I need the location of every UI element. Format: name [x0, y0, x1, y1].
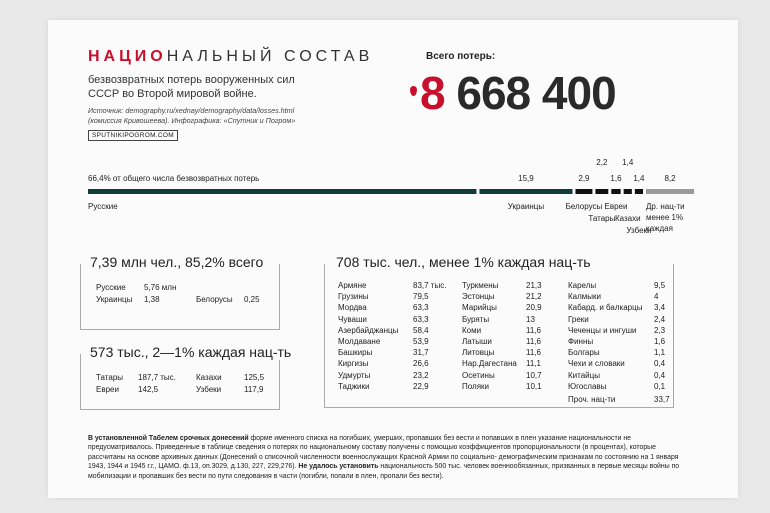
bar-value-label: 1,6	[610, 174, 622, 183]
box-minor-value: 11,6	[526, 348, 541, 358]
box-major-title: 7,39 млн чел., 85,2% всего	[86, 254, 267, 270]
box-minor-value: 21,2	[526, 292, 542, 302]
site-badge: SPUTNIKIPOGROM.COM	[88, 130, 178, 141]
box-minor-name: Нар.Дагестана	[462, 359, 517, 369]
box-minor-name: Армяне	[338, 281, 367, 290]
footnote-bold-1: В установленной Табелем срочных донесений	[88, 435, 249, 442]
box-minor-name: Литовцы	[462, 348, 495, 358]
box-minor-name: Чехи и словаки	[568, 359, 625, 369]
bar-category-label: Евреи	[604, 202, 628, 211]
box-major-value: 1,38	[144, 295, 160, 304]
box-minor-name: Проч. нац-ти	[568, 395, 616, 404]
box-minor-name: Кабард. и балкарцы	[568, 303, 643, 313]
footnote-text-2: национальность 500 тыс. человек военнообязанных, призванных в первые месяцы войны по мобилизации и пропавших без вести по пути следования в части (погибли, попали в плен, пропали без вести).	[88, 463, 680, 480]
bar-value-label: 8,2	[664, 174, 676, 183]
bar-category-label: Украинцы	[507, 202, 545, 211]
box-minor-value: 10,1	[526, 381, 542, 391]
box-minor-value: 33,7	[654, 395, 670, 404]
source-note: Источник: demography.ru/xednay/demography/data/losses.html (комиссия Кривошеева). Инфографика: «Спутник и Погром»	[88, 106, 296, 125]
box-mid-name: Казахи	[196, 373, 222, 382]
box-minor-value: 11,1	[526, 359, 541, 369]
bar-value-label: 1,4	[622, 158, 634, 167]
box-minor-name: Поляки	[462, 381, 489, 391]
bar-category-label: Узбеки	[626, 226, 652, 235]
box-mid	[80, 354, 280, 410]
box-minor-value: 79,5	[413, 292, 429, 302]
bar-category-label: Белорусы	[565, 202, 603, 211]
box-minor-name: Киргизы	[338, 359, 369, 369]
box-minor-name: Башкиры	[338, 348, 373, 358]
box-minor-value: 4	[654, 292, 659, 302]
bar-segment	[88, 189, 476, 194]
box-minor-value: 58,4	[413, 325, 429, 335]
box-minor-value: 20,9	[526, 303, 542, 313]
box-minor-name: Чуваши	[338, 314, 367, 324]
box-minor-name: Калмыки	[568, 292, 601, 302]
box-major-name: Русские	[96, 283, 126, 292]
box-minor-value: 83,7 тыс.	[413, 281, 447, 290]
box-minor-name: Греки	[568, 314, 589, 324]
box-minor-value: 3,4	[654, 303, 666, 313]
box-minor-value: 26,6	[413, 359, 429, 369]
box-minor-name: Югославы	[568, 381, 607, 391]
footnote-bold-2: Не удалось установить	[298, 463, 379, 471]
box-minor-value: 21,3	[526, 281, 542, 290]
box-mid-name: Узбеки	[196, 385, 222, 394]
box-minor-value: 1,1	[654, 348, 666, 358]
page-subtitle: безвозвратных потерь вооруженных сил СССР во Второй мировой войне.	[88, 74, 295, 100]
bar-segment	[611, 189, 620, 194]
bar-category-label: Др. нац-ти	[646, 202, 685, 211]
box-minor-value: 11,6	[526, 325, 541, 335]
box-minor	[324, 264, 674, 408]
bar-value-label: 2,9	[578, 174, 590, 183]
box-minor-name: Коми	[462, 325, 482, 335]
bar-segment	[575, 189, 592, 194]
box-minor-title: 708 тыс. чел., менее 1% каждая нац-ть	[332, 254, 595, 270]
bar-category-label: Татары	[588, 214, 616, 223]
infographic-sheet	[48, 20, 738, 498]
box-minor-name: Буряты	[462, 314, 490, 324]
title-highlight: НАЦИО	[88, 48, 167, 65]
bar-segment	[646, 189, 694, 194]
box-major-value: 5,76 млн	[144, 283, 177, 292]
box-minor-value: 9,5	[654, 281, 666, 290]
box-minor-value: 63,3	[413, 303, 429, 313]
box-minor-name: Таджики	[338, 381, 370, 391]
bar-segment	[635, 189, 643, 194]
box-minor-name: Удмурты	[338, 370, 371, 380]
box-minor-name: Карелы	[568, 281, 597, 290]
title-rest: НАЛЬНЫЙ СОСТАВ	[166, 48, 374, 65]
box-mid-name: Татары	[96, 373, 124, 382]
box-minor-value: 13	[526, 314, 535, 324]
box-minor-name: Мордва	[338, 303, 367, 313]
box-minor-name: Латыши	[462, 337, 492, 346]
box-minor-name: Финны	[568, 337, 594, 346]
box-major-name: Украинцы	[96, 295, 133, 304]
box-major-name: Белорусы	[196, 295, 233, 304]
box-minor-value: 23,2	[413, 370, 429, 380]
box-minor-name: Туркмены	[462, 281, 499, 290]
bar-value-label: 1,4	[633, 174, 645, 183]
box-mid-name: Евреи	[96, 385, 119, 394]
box-minor-name: Грузины	[338, 292, 369, 302]
box-minor-name: Марийцы	[462, 303, 497, 313]
box-minor-value: 2,3	[654, 325, 666, 335]
box-minor-name: Эстонцы	[462, 292, 495, 302]
box-minor-name: Китайцы	[568, 370, 600, 380]
footnote	[88, 434, 688, 481]
box-mid-value: 117,9	[244, 385, 264, 394]
box-minor-value: 11,6	[526, 337, 541, 346]
box-minor-name: Молдаване	[338, 337, 381, 346]
box-minor-value: 0,1	[654, 381, 666, 391]
box-minor-value: 53,9	[413, 337, 429, 346]
box-minor-name: Чеченцы и ингуши	[568, 325, 637, 335]
box-mid-value: 125,5	[244, 373, 265, 382]
box-mid-value: 187,7 тыс.	[138, 373, 176, 382]
box-minor-value: 22,9	[413, 381, 429, 391]
box-mid-value: 142,5	[138, 385, 159, 394]
box-minor-value: 0,4	[654, 359, 666, 369]
box-minor-value: 63,3	[413, 314, 429, 324]
box-major-value: 0,25	[244, 295, 260, 304]
total-value-dark: 668 400	[456, 67, 616, 119]
box-minor-value: 1,6	[654, 337, 666, 346]
box-minor-name: Болгары	[568, 348, 600, 358]
box-minor-value: 2,4	[654, 314, 666, 324]
total-value-red: 8	[420, 67, 457, 119]
box-minor-name: Азербайджанцы	[338, 325, 399, 335]
box-mid-title: 573 тыс., 2—1% каждая нац-ть	[86, 344, 295, 360]
box-minor-value: 10,7	[526, 370, 542, 380]
bar-category-label: каждая	[646, 224, 673, 233]
bar-category-label: Казахи	[614, 214, 641, 223]
bar-value-label: 66,4% от общего числа безвозвратных потерь	[88, 174, 260, 183]
bar-category-label: менее 1%	[646, 213, 684, 222]
bar-segment	[624, 189, 632, 194]
bar-segment	[479, 189, 572, 194]
bar-segment	[595, 189, 608, 194]
box-minor-value: 31,7	[413, 348, 429, 358]
box-minor-name: Осетины	[462, 370, 495, 380]
total-label: Всего потерь:	[426, 51, 496, 62]
box-minor-value: 0,4	[654, 370, 666, 380]
bar-value-label: 15,9	[518, 174, 534, 183]
bar-value-label: 2,2	[596, 158, 608, 167]
bar-category-label: Русские	[88, 202, 118, 211]
footnote-text-1: форме именного списка на погибших, умерших, пропавших без вести и попавших в плен указание национальности не предусматривалось. Приведенные в таблице сведения о потерях по национальному составу получены с помощью коэффициентов пропорциональности (в процентах), которые рассчитаны на основе архивных данных (Донесений о списочной численности военнослужащих Красной Армии по социально- демографическим признакам по состоянию на 1 января 1943, 1944 и 1945 г.г., ЦАМО. ф.13, оп.3029, д.130, 227, 229,276).	[88, 435, 679, 471]
